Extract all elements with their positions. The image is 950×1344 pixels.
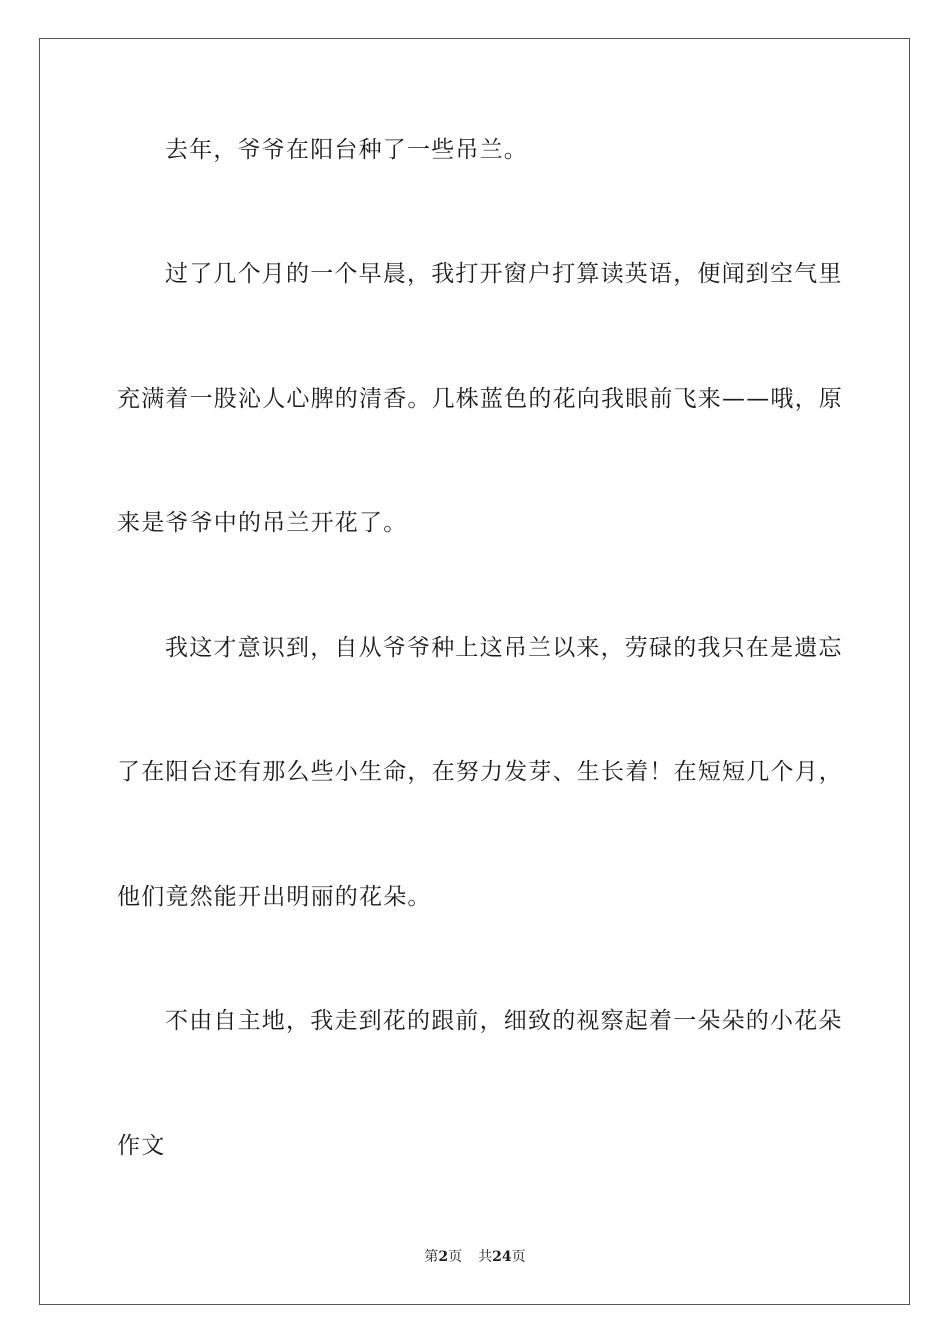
page-suffix: 页 (448, 1249, 463, 1265)
page-prefix: 第 (424, 1249, 439, 1265)
total-prefix: 共 (478, 1249, 493, 1265)
page-border (39, 38, 910, 1305)
paragraph-line: 来是爷爷中的吊兰开花了。 (117, 510, 408, 536)
paragraph-line: 我这才意识到，自从爷爷种上这吊兰以来，劳碌的我只在是遗忘 (165, 635, 843, 661)
paragraph-line: 充满着一股沁人心脾的清香。几株蓝色的花向我眼前飞来——哦，原 (117, 386, 843, 412)
paragraph-line: 他们竟然能开出明丽的花朵。 (117, 884, 432, 910)
page-number: 2 (438, 1249, 449, 1265)
paragraph-line: 作文 (117, 1133, 166, 1159)
total-pages: 24 (492, 1249, 512, 1265)
total-suffix: 页 (511, 1249, 526, 1265)
paragraph-line: 去年，爷爷在阳台种了一些吊兰。 (165, 137, 528, 163)
page-footer (0, 1247, 950, 1267)
paragraph-line: 了在阳台还有那么些小生命，在努力发芽、生长着！在短短几个月， (117, 759, 843, 785)
paragraph-line: 不由自主地，我走到花的跟前，细致的视察起着一朵朵的小花朵 (165, 1008, 843, 1034)
paragraph-line: 过了几个月的一个早晨，我打开窗户打算读英语，便闻到空气里 (165, 261, 843, 287)
